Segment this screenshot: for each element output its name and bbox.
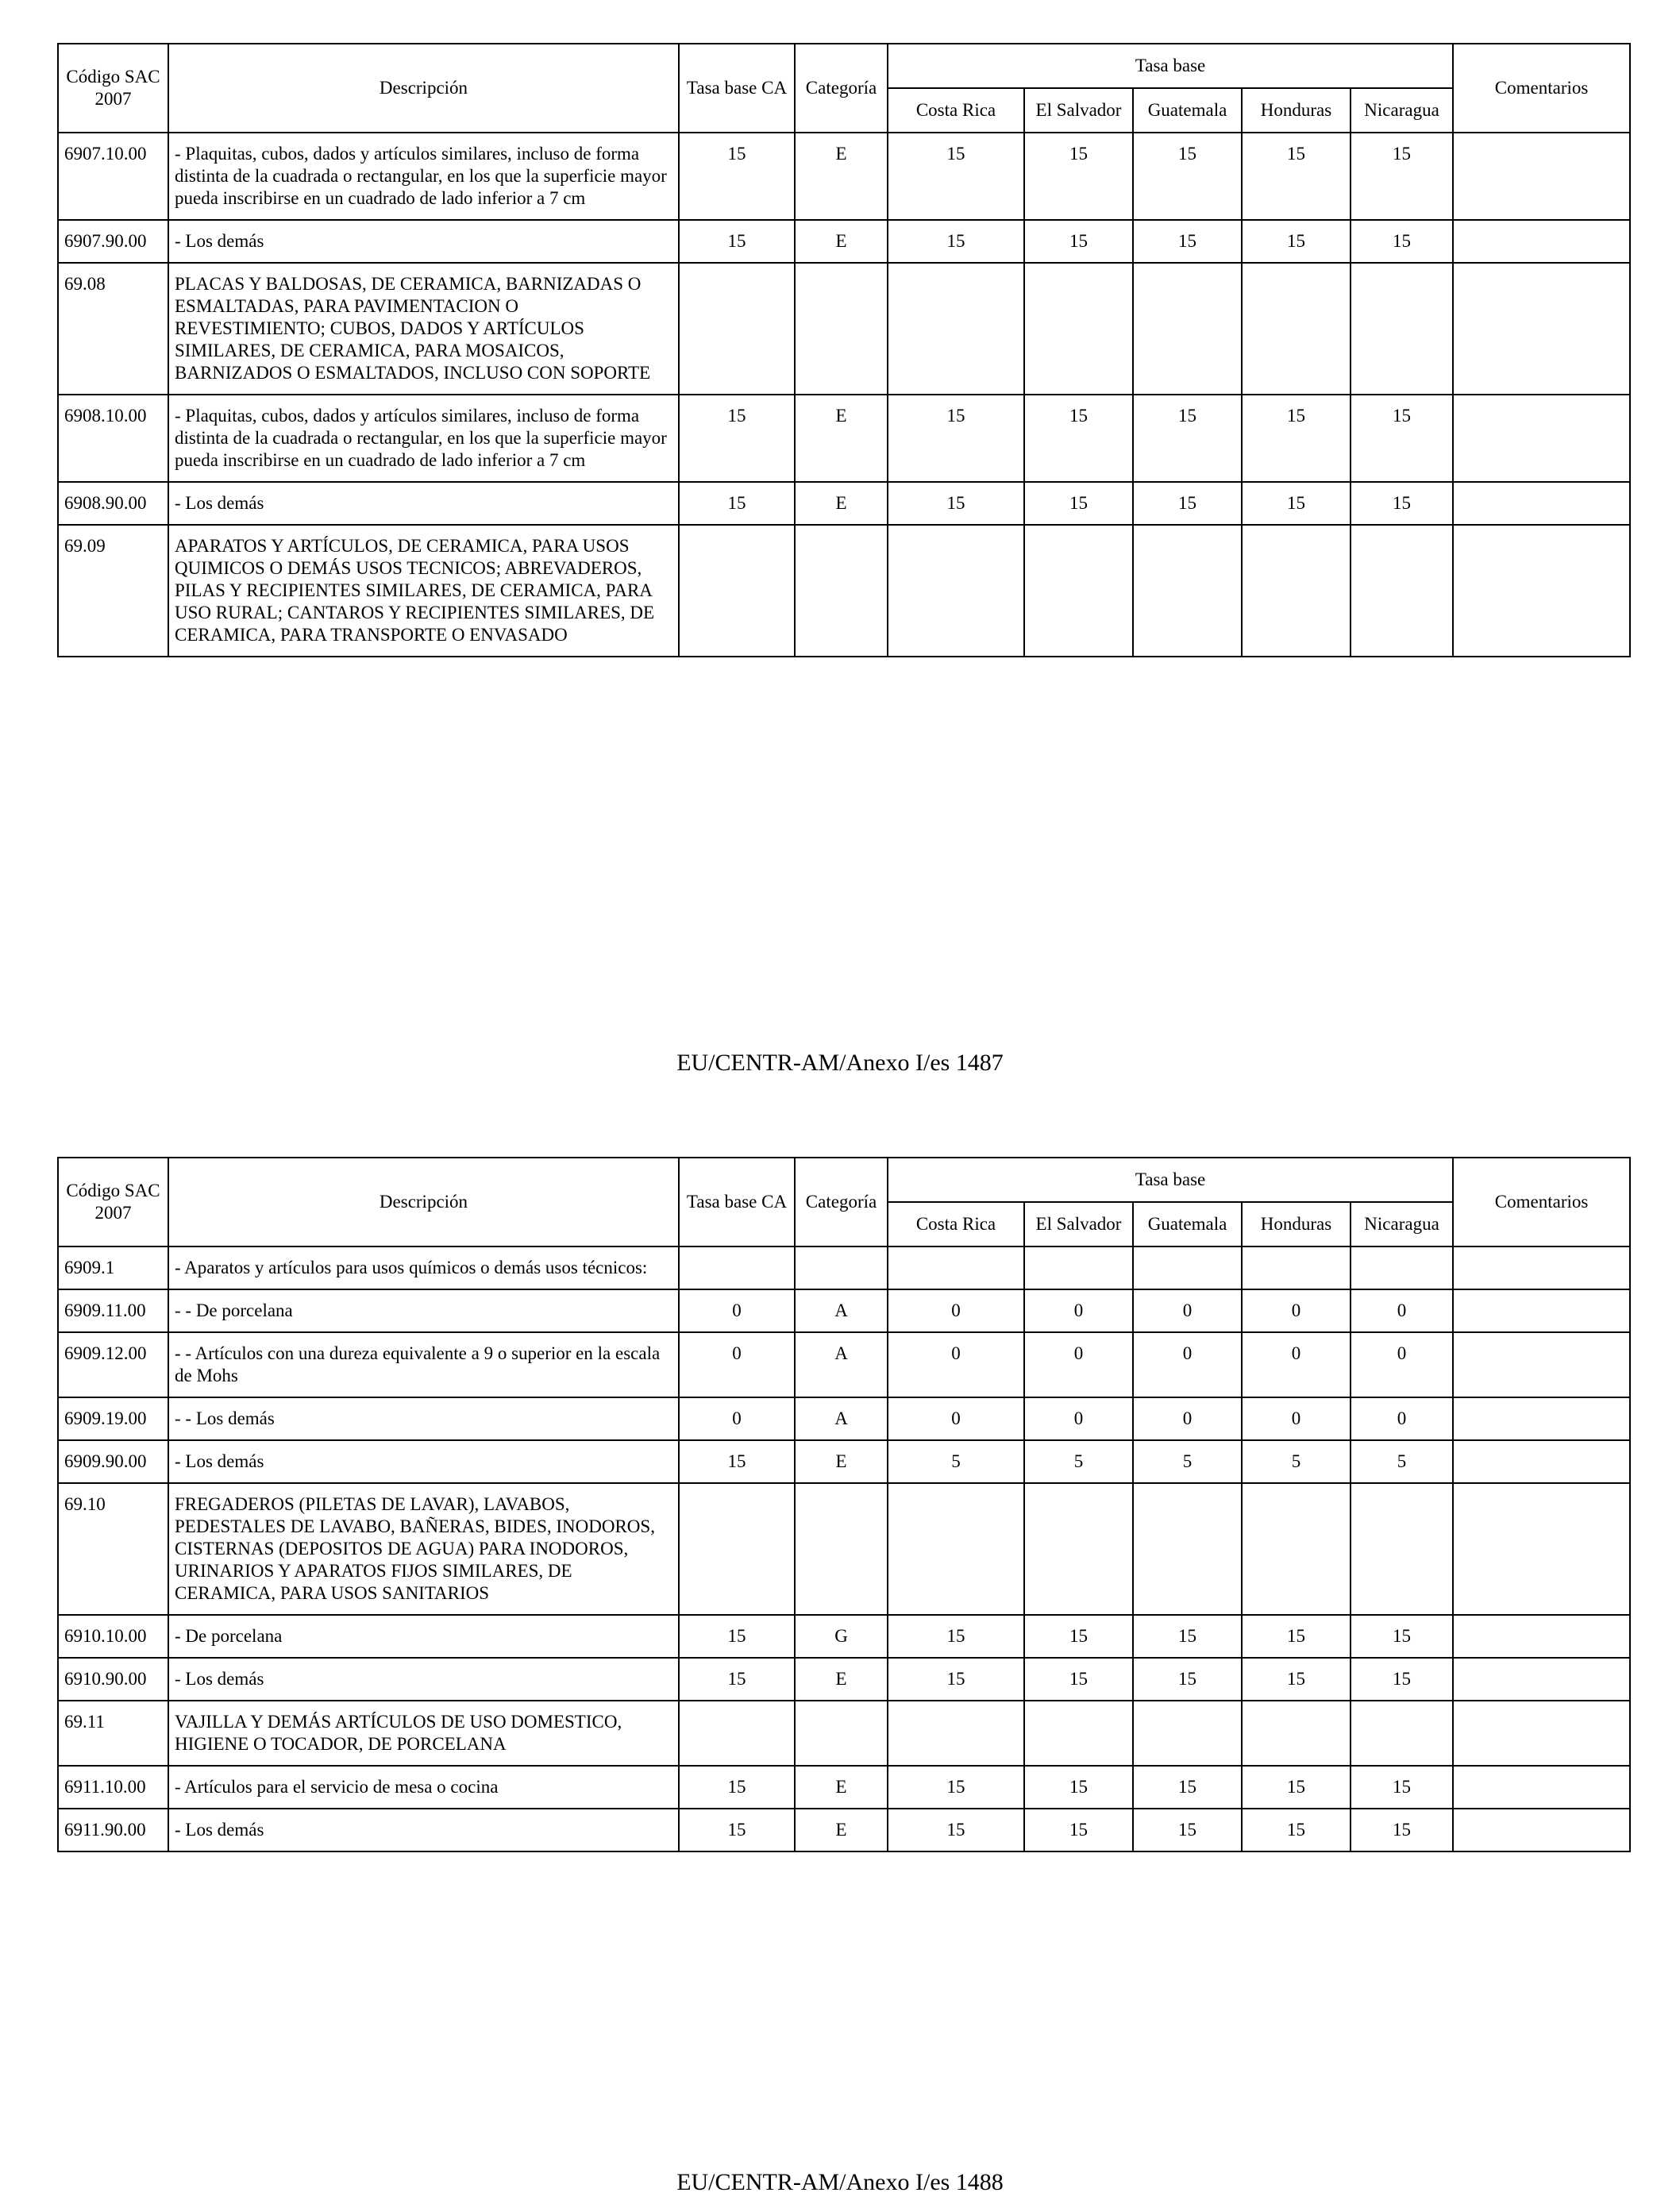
- cell-category: E: [795, 1809, 888, 1851]
- tariff-table-1: [57, 43, 1631, 657]
- table-row: [58, 1766, 1630, 1809]
- header-nicaragua: Nicaragua: [1351, 88, 1453, 133]
- cell-el-salvador: 15: [1024, 395, 1133, 482]
- cell-costa-rica: 15: [888, 220, 1024, 263]
- header-costa-rica: Costa Rica: [888, 1202, 1024, 1246]
- cell-nicaragua: 0: [1351, 1289, 1453, 1332]
- cell-honduras: [1242, 1246, 1351, 1289]
- cell-el-salvador: 0: [1024, 1397, 1133, 1440]
- cell-honduras: 15: [1242, 395, 1351, 482]
- cell-honduras: 15: [1242, 220, 1351, 263]
- cell-honduras: 0: [1242, 1289, 1351, 1332]
- cell-comments: [1453, 1440, 1630, 1483]
- cell-el-salvador: 15: [1024, 220, 1133, 263]
- header-rate-ca: Tasa base CA: [679, 44, 795, 133]
- cell-nicaragua: [1351, 263, 1453, 395]
- cell-category: E: [795, 1440, 888, 1483]
- cell-guatemala: 15: [1133, 1809, 1242, 1851]
- cell-el-salvador: 15: [1024, 1766, 1133, 1809]
- cell-honduras: 15: [1242, 1766, 1351, 1809]
- table-row: [58, 1701, 1630, 1766]
- cell-category: E: [795, 1658, 888, 1701]
- cell-costa-rica: 15: [888, 1809, 1024, 1851]
- table-row: [58, 482, 1630, 525]
- header-el-salvador: El Salvador: [1024, 88, 1133, 133]
- header-tasa-base: Tasa base: [888, 44, 1453, 88]
- cell-comments: [1453, 1397, 1630, 1440]
- cell-description: - - Artículos con una dureza equivalente a 9 o superior en la escala de Mohs: [168, 1332, 679, 1397]
- cell-description: FREGADEROS (PILETAS DE LAVAR), LAVABOS, PEDESTALES DE LAVABO, BAÑERAS, BIDES, INODOROS, CISTERNAS (DEPOSITOS DE AGUA) PARA INODOROS, URINARIOS Y APARATOS FIJOS SIMILARES, DE CERAMICA, PARA USOS SANITARIOS: [168, 1483, 679, 1615]
- cell-description: - Los demás: [168, 220, 679, 263]
- cell-category: [795, 263, 888, 395]
- table-row: [58, 395, 1630, 482]
- cell-rate-ca: [679, 525, 795, 657]
- cell-category: [795, 1701, 888, 1766]
- cell-rate-ca: 15: [679, 395, 795, 482]
- header-nicaragua: Nicaragua: [1351, 1202, 1453, 1246]
- cell-category: A: [795, 1332, 888, 1397]
- cell-el-salvador: 0: [1024, 1332, 1133, 1397]
- cell-description: APARATOS Y ARTÍCULOS, DE CERAMICA, PARA USOS QUIMICOS O DEMÁS USOS TECNICOS; ABREVADEROS, PILAS Y RECIPIENTES SIMILARES, DE CERAMICA, PARA USO RURAL; CANTAROS Y RECIPIENTES SIMILARES, DE CERAMICA, PARA TRANSPORTE O ENVASADO: [168, 525, 679, 657]
- cell-description: - De porcelana: [168, 1615, 679, 1658]
- cell-honduras: 5: [1242, 1440, 1351, 1483]
- cell-code: 6909.19.00: [58, 1397, 168, 1440]
- cell-description: - Los demás: [168, 1440, 679, 1483]
- cell-comments: [1453, 1809, 1630, 1851]
- cell-guatemala: [1133, 1483, 1242, 1615]
- cell-rate-ca: 0: [679, 1397, 795, 1440]
- cell-guatemala: [1133, 525, 1242, 657]
- cell-comments: [1453, 395, 1630, 482]
- cell-costa-rica: [888, 1701, 1024, 1766]
- cell-guatemala: 15: [1133, 482, 1242, 525]
- cell-rate-ca: 15: [679, 1809, 795, 1851]
- cell-category: G: [795, 1615, 888, 1658]
- cell-costa-rica: [888, 525, 1024, 657]
- cell-code: 6908.90.00: [58, 482, 168, 525]
- cell-honduras: 15: [1242, 1615, 1351, 1658]
- cell-honduras: 0: [1242, 1332, 1351, 1397]
- cell-el-salvador: 15: [1024, 133, 1133, 220]
- table-row: [58, 1615, 1630, 1658]
- table-row: [58, 1332, 1630, 1397]
- cell-nicaragua: 15: [1351, 133, 1453, 220]
- cell-guatemala: 0: [1133, 1289, 1242, 1332]
- cell-nicaragua: 0: [1351, 1397, 1453, 1440]
- cell-el-salvador: [1024, 1701, 1133, 1766]
- cell-code: 6909.11.00: [58, 1289, 168, 1332]
- header-description: Descripción: [168, 44, 679, 133]
- header-category: Categoría: [795, 44, 888, 133]
- cell-description: - Los demás: [168, 1658, 679, 1701]
- cell-rate-ca: 15: [679, 482, 795, 525]
- cell-comments: [1453, 1615, 1630, 1658]
- cell-nicaragua: 15: [1351, 1766, 1453, 1809]
- table-row: [58, 263, 1630, 395]
- table-body: [58, 133, 1630, 657]
- cell-description: VAJILLA Y DEMÁS ARTÍCULOS DE USO DOMESTICO, HIGIENE O TOCADOR, DE PORCELANA: [168, 1701, 679, 1766]
- table-row: [58, 1809, 1630, 1851]
- cell-rate-ca: 15: [679, 1615, 795, 1658]
- cell-comments: [1453, 263, 1630, 395]
- cell-code: 69.10: [58, 1483, 168, 1615]
- table-row: [58, 1397, 1630, 1440]
- cell-costa-rica: 15: [888, 133, 1024, 220]
- cell-el-salvador: 5: [1024, 1440, 1133, 1483]
- cell-costa-rica: 15: [888, 1766, 1024, 1809]
- cell-guatemala: 15: [1133, 395, 1242, 482]
- cell-guatemala: 0: [1133, 1332, 1242, 1397]
- cell-description: - Los demás: [168, 482, 679, 525]
- cell-nicaragua: 15: [1351, 1615, 1453, 1658]
- cell-el-salvador: [1024, 1246, 1133, 1289]
- cell-honduras: 15: [1242, 1809, 1351, 1851]
- cell-comments: [1453, 1483, 1630, 1615]
- cell-nicaragua: 5: [1351, 1440, 1453, 1483]
- table-row: [58, 133, 1630, 220]
- cell-costa-rica: 15: [888, 482, 1024, 525]
- cell-rate-ca: 15: [679, 1440, 795, 1483]
- cell-el-salvador: 15: [1024, 1809, 1133, 1851]
- cell-costa-rica: [888, 1246, 1024, 1289]
- cell-rate-ca: 15: [679, 1766, 795, 1809]
- tariff-table-2: [57, 1157, 1631, 1852]
- cell-guatemala: 0: [1133, 1397, 1242, 1440]
- cell-code: 6909.12.00: [58, 1332, 168, 1397]
- cell-honduras: [1242, 1483, 1351, 1615]
- header-honduras: Honduras: [1242, 88, 1351, 133]
- cell-description: - Plaquitas, cubos, dados y artículos similares, incluso de forma distinta de la cuadrada o rectangular, en los que la superficie mayor pueda inscribirse en un cuadrado de lado inferior a 7 cm: [168, 395, 679, 482]
- cell-code: 6910.10.00: [58, 1615, 168, 1658]
- cell-rate-ca: [679, 1701, 795, 1766]
- cell-honduras: 15: [1242, 133, 1351, 220]
- cell-comments: [1453, 1246, 1630, 1289]
- cell-nicaragua: [1351, 1483, 1453, 1615]
- cell-comments: [1453, 1701, 1630, 1766]
- cell-comments: [1453, 220, 1630, 263]
- cell-honduras: 15: [1242, 482, 1351, 525]
- cell-costa-rica: 0: [888, 1397, 1024, 1440]
- cell-description: - Plaquitas, cubos, dados y artículos similares, incluso de forma distinta de la cuadrada o rectangular, en los que la superficie mayor pueda inscribirse en un cuadrado de lado inferior a 7 cm: [168, 133, 679, 220]
- header-honduras: Honduras: [1242, 1202, 1351, 1246]
- header-el-salvador: El Salvador: [1024, 1202, 1133, 1246]
- table-row: [58, 1289, 1630, 1332]
- cell-costa-rica: 0: [888, 1332, 1024, 1397]
- cell-guatemala: [1133, 1246, 1242, 1289]
- cell-guatemala: [1133, 1701, 1242, 1766]
- cell-nicaragua: 15: [1351, 395, 1453, 482]
- cell-code: 6907.90.00: [58, 220, 168, 263]
- header-code: Código SAC 2007: [58, 1158, 168, 1246]
- cell-category: E: [795, 482, 888, 525]
- table-row: [58, 1440, 1630, 1483]
- cell-nicaragua: 0: [1351, 1332, 1453, 1397]
- cell-rate-ca: 15: [679, 1658, 795, 1701]
- cell-category: A: [795, 1397, 888, 1440]
- cell-nicaragua: 15: [1351, 1658, 1453, 1701]
- cell-code: 6907.10.00: [58, 133, 168, 220]
- header-code: Código SAC 2007: [58, 44, 168, 133]
- table-row: [58, 1246, 1630, 1289]
- cell-category: E: [795, 1766, 888, 1809]
- cell-guatemala: 15: [1133, 133, 1242, 220]
- cell-rate-ca: 0: [679, 1289, 795, 1332]
- cell-comments: [1453, 133, 1630, 220]
- cell-costa-rica: 0: [888, 1289, 1024, 1332]
- header-guatemala: Guatemala: [1133, 88, 1242, 133]
- cell-comments: [1453, 482, 1630, 525]
- table-row: [58, 220, 1630, 263]
- cell-comments: [1453, 525, 1630, 657]
- cell-honduras: [1242, 1701, 1351, 1766]
- table-row: [58, 525, 1630, 657]
- cell-el-salvador: [1024, 263, 1133, 395]
- cell-el-salvador: 15: [1024, 482, 1133, 525]
- cell-guatemala: 15: [1133, 1766, 1242, 1809]
- cell-rate-ca: 0: [679, 1332, 795, 1397]
- cell-code: 6911.90.00: [58, 1809, 168, 1851]
- cell-guatemala: 5: [1133, 1440, 1242, 1483]
- cell-category: E: [795, 133, 888, 220]
- cell-rate-ca: [679, 1483, 795, 1615]
- cell-description: - Aparatos y artículos para usos químicos o demás usos técnicos:: [168, 1246, 679, 1289]
- cell-code: 69.09: [58, 525, 168, 657]
- header-comments: Comentarios: [1453, 44, 1630, 133]
- cell-guatemala: 15: [1133, 220, 1242, 263]
- cell-code: 6910.90.00: [58, 1658, 168, 1701]
- table-row: [58, 1483, 1630, 1615]
- cell-honduras: [1242, 525, 1351, 657]
- cell-costa-rica: [888, 1483, 1024, 1615]
- header-rate-ca: Tasa base CA: [679, 1158, 795, 1246]
- cell-comments: [1453, 1332, 1630, 1397]
- cell-el-salvador: 0: [1024, 1289, 1133, 1332]
- page-footer: EU/CENTR-AM/Anexo I/es 1488: [676, 2169, 1004, 2195]
- cell-honduras: [1242, 263, 1351, 395]
- cell-costa-rica: 15: [888, 1658, 1024, 1701]
- cell-costa-rica: 15: [888, 395, 1024, 482]
- cell-nicaragua: 15: [1351, 220, 1453, 263]
- cell-category: [795, 1483, 888, 1615]
- cell-category: E: [795, 395, 888, 482]
- cell-code: 6909.1: [58, 1246, 168, 1289]
- header-description: Descripción: [168, 1158, 679, 1246]
- table-row: [58, 1658, 1630, 1701]
- cell-description: PLACAS Y BALDOSAS, DE CERAMICA, BARNIZADAS O ESMALTADAS, PARA PAVIMENTACION O REVESTIMIENTO; CUBOS, DADOS Y ARTÍCULOS SIMILARES, DE CERAMICA, PARA MOSAICOS, BARNIZADOS O ESMALTADOS, INCLUSO CON SOPORTE: [168, 263, 679, 395]
- header-tasa-base: Tasa base: [888, 1158, 1453, 1202]
- cell-rate-ca: 15: [679, 133, 795, 220]
- header-guatemala: Guatemala: [1133, 1202, 1242, 1246]
- table-body: [58, 1246, 1630, 1851]
- header-category: Categoría: [795, 1158, 888, 1246]
- cell-code: 69.08: [58, 263, 168, 395]
- cell-comments: [1453, 1658, 1630, 1701]
- cell-code: 69.11: [58, 1701, 168, 1766]
- header-comments: Comentarios: [1453, 1158, 1630, 1246]
- cell-nicaragua: 15: [1351, 1809, 1453, 1851]
- cell-el-salvador: 15: [1024, 1658, 1133, 1701]
- cell-category: A: [795, 1289, 888, 1332]
- cell-nicaragua: 15: [1351, 482, 1453, 525]
- header-costa-rica: Costa Rica: [888, 88, 1024, 133]
- cell-costa-rica: [888, 263, 1024, 395]
- cell-code: 6911.10.00: [58, 1766, 168, 1809]
- cell-code: 6909.90.00: [58, 1440, 168, 1483]
- cell-el-salvador: 15: [1024, 1615, 1133, 1658]
- cell-rate-ca: 15: [679, 220, 795, 263]
- cell-nicaragua: [1351, 1246, 1453, 1289]
- cell-rate-ca: [679, 1246, 795, 1289]
- cell-category: [795, 1246, 888, 1289]
- cell-el-salvador: [1024, 525, 1133, 657]
- cell-honduras: 15: [1242, 1658, 1351, 1701]
- cell-costa-rica: 5: [888, 1440, 1024, 1483]
- cell-comments: [1453, 1289, 1630, 1332]
- cell-rate-ca: [679, 263, 795, 395]
- cell-comments: [1453, 1766, 1630, 1809]
- cell-code: 6908.10.00: [58, 395, 168, 482]
- cell-description: - Los demás: [168, 1809, 679, 1851]
- cell-nicaragua: [1351, 525, 1453, 657]
- cell-guatemala: 15: [1133, 1658, 1242, 1701]
- cell-category: [795, 525, 888, 657]
- cell-guatemala: 15: [1133, 1615, 1242, 1658]
- page-footer: EU/CENTR-AM/Anexo I/es 1487: [676, 1050, 1004, 1076]
- cell-el-salvador: [1024, 1483, 1133, 1615]
- cell-guatemala: [1133, 263, 1242, 395]
- cell-costa-rica: 15: [888, 1615, 1024, 1658]
- cell-description: - Artículos para el servicio de mesa o cocina: [168, 1766, 679, 1809]
- cell-description: - - Los demás: [168, 1397, 679, 1440]
- cell-nicaragua: [1351, 1701, 1453, 1766]
- cell-honduras: 0: [1242, 1397, 1351, 1440]
- cell-category: E: [795, 220, 888, 263]
- cell-description: - - De porcelana: [168, 1289, 679, 1332]
